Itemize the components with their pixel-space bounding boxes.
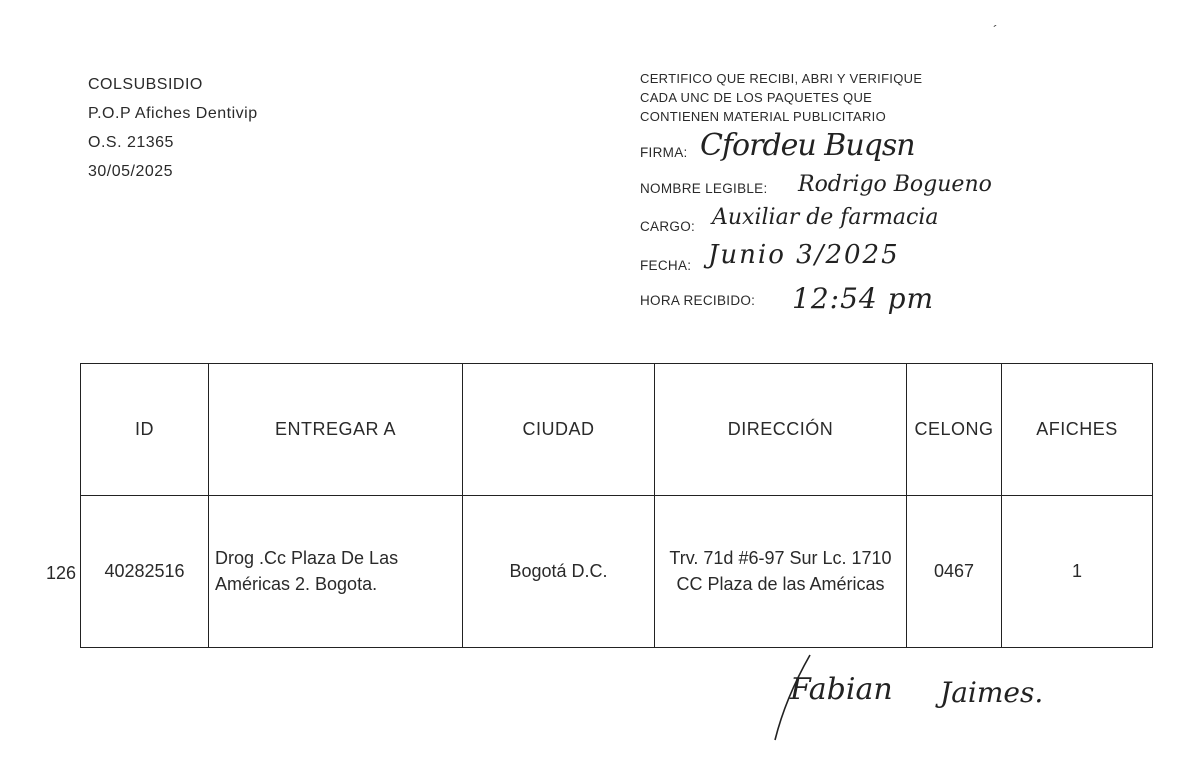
certification-line: CONTIENEN MATERIAL PUBLICITARIO [640,109,886,124]
nombre-value: Rodrigo Bogueno [798,172,992,197]
corner-mark: ´ [993,22,998,38]
header-direccion: DIRECCIÓN [655,364,907,496]
document-date: 30/05/2025 [88,163,174,180]
row-number: 126 [46,563,77,583]
cargo-label: CARGO: [640,219,696,234]
service-order: O.S. 21365 [88,134,174,151]
cell-afiches: 1 [1002,495,1153,647]
fecha-label: FECHA: [640,258,692,273]
bottom-signature-first: Fabian [790,672,893,707]
cell-entregar-a: Drog .Cc Plaza De Las Américas 2. Bogota. [209,495,463,647]
nombre-label: NOMBRE LEGIBLE: [640,181,768,196]
header-entregar-a: ENTREGAR A [209,364,463,496]
cell-id: 40282516 [81,495,209,647]
cell-celong: 0467 [907,495,1002,647]
campaign-name: P.O.P Afiches Dentivip [88,105,258,122]
header-ciudad: CIUDAD [463,364,655,496]
cell-direccion: Trv. 71d #6-97 Sur Lc. 1710 CC Plaza de las Américas [655,495,907,647]
hora-value: 12:54 pm [792,282,935,315]
header-block [88,70,258,186]
cargo-value: Auxiliar de farmacia [712,205,939,230]
firma-label: FIRMA: [640,145,688,160]
table-row [81,495,1153,647]
header-celong: CELONG [907,364,1002,496]
fecha-value: Junio 3/2025 [708,240,900,270]
hora-label: HORA RECIBIDO: [640,293,756,308]
certification-line: CADA UNC DE LOS PAQUETES QUE [640,90,873,105]
header-afiches: AFICHES [1002,364,1153,496]
header-id: ID [81,364,209,496]
table-header-row [81,364,1153,496]
signature-stroke [770,650,890,750]
cell-ciudad: Bogotá D.C. [463,495,655,647]
certification-line: CERTIFICO QUE RECIBI, ABRI Y VERIFIQUE [640,71,923,86]
certification-block [640,69,1060,126]
company-name: COLSUBSIDIO [88,76,203,93]
bottom-signature-second: Jaimes. [940,676,1044,709]
firma-signature: Cfordeu Buqsn [700,128,915,163]
delivery-table [80,363,1153,648]
